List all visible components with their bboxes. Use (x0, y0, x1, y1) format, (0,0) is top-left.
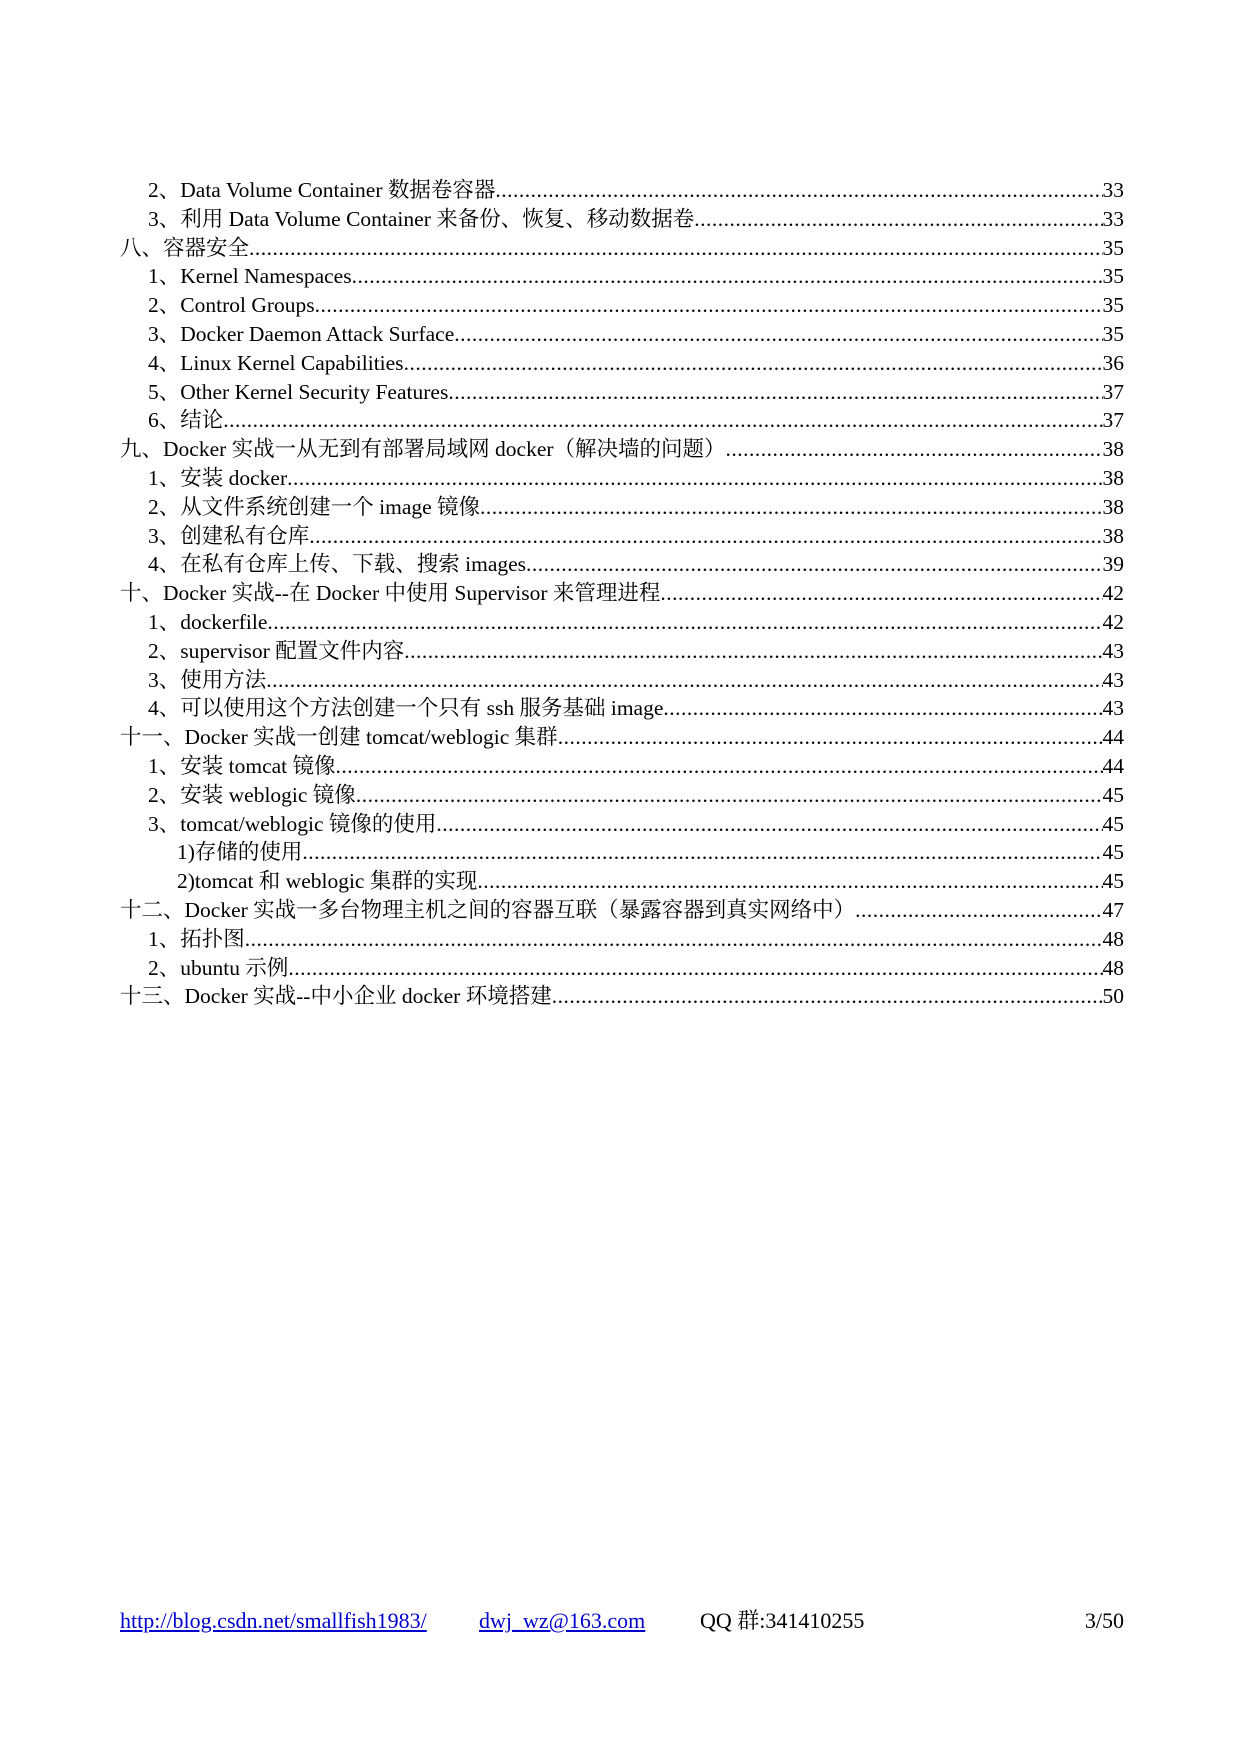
toc-entry-page: 39 (1102, 552, 1124, 577)
toc-entry-page: 35 (1102, 235, 1124, 260)
toc-entry[interactable] (120, 406, 1124, 435)
toc-entry[interactable] (120, 925, 1124, 954)
toc-entry-title: 4、在私有仓库上传、下载、搜索 images (148, 552, 527, 577)
toc-entry-page: 33 (1102, 206, 1124, 231)
toc-entry-page: 35 (1102, 264, 1124, 289)
toc-dot-leader (436, 810, 1102, 839)
toc-entry[interactable] (120, 234, 1124, 263)
toc-entry[interactable] (120, 378, 1124, 407)
toc-dot-leader (526, 550, 1102, 579)
toc-entry-title: 1、Kernel Namespaces (148, 264, 352, 289)
toc-dot-leader (558, 723, 1103, 752)
toc-dot-leader (352, 262, 1103, 291)
toc-entry-title: 3、利用 Data Volume Container 来备份、恢复、移动数据卷 (148, 206, 695, 231)
toc-entry-page: 50 (1102, 984, 1124, 1009)
toc-dot-leader (480, 493, 1102, 522)
toc-entry[interactable] (120, 550, 1124, 579)
toc-entry-page: 45 (1102, 840, 1124, 865)
toc-dot-leader (495, 176, 1102, 205)
toc-entry[interactable] (120, 694, 1124, 723)
toc-entry-title: 4、可以使用这个方法创建一个只有 ssh 服务基础 image (148, 696, 664, 721)
toc-entry-page: 38 (1102, 494, 1124, 519)
toc-entry[interactable] (120, 982, 1124, 1011)
toc-entry[interactable] (120, 320, 1124, 349)
blog-link[interactable]: http://blog.csdn.net/smallfish1983/ (120, 1608, 427, 1633)
toc-entry-title: 2、ubuntu 示例 (148, 955, 289, 980)
toc-entry[interactable] (120, 723, 1124, 752)
toc-entry[interactable] (120, 464, 1124, 493)
toc-entry-title: 1、dockerfile (148, 609, 268, 634)
toc-entry-title: 1、安装 docker (148, 465, 288, 490)
toc-dot-leader (267, 608, 1102, 637)
toc-entry-title: 十二、Docker 实战一多台物理主机之间的容器互联（暴露容器到真实网络中） (120, 897, 856, 922)
toc-entry-page: 35 (1102, 321, 1124, 346)
toc-entry[interactable] (120, 867, 1124, 896)
toc-dot-leader (726, 435, 1103, 464)
toc-entry-page: 35 (1102, 293, 1124, 318)
toc-entry[interactable] (120, 522, 1124, 551)
toc-entry[interactable] (120, 435, 1124, 464)
toc-dot-leader (266, 666, 1102, 695)
toc-entry[interactable] (120, 493, 1124, 522)
toc-entry[interactable] (120, 205, 1124, 234)
toc-dot-leader (663, 694, 1102, 723)
toc-dot-leader (454, 320, 1102, 349)
toc-entry-title: 九、Docker 实战一从无到有部署局域网 docker（解决墙的问题） (120, 437, 726, 462)
toc-entry-title: 2、从文件系统创建一个 image 镜像 (148, 494, 481, 519)
toc-entry[interactable] (120, 637, 1124, 666)
toc-entry-title: 2、Control Groups (148, 293, 315, 318)
toc-entry-page: 37 (1102, 379, 1124, 404)
toc-entry-title: 八、容器安全 (120, 235, 250, 260)
toc-dot-leader (223, 406, 1102, 435)
toc-dot-leader (404, 637, 1102, 666)
toc-entry-title: 十一、Docker 实战一创建 tomcat/weblogic 集群 (120, 725, 558, 750)
page-footer (120, 1605, 1124, 1637)
toc-entry[interactable] (120, 896, 1124, 925)
toc-entry-title: 1)存储的使用 (177, 840, 303, 865)
toc-dot-leader (315, 291, 1103, 320)
toc-entry[interactable] (120, 349, 1124, 378)
toc-dot-leader (660, 579, 1102, 608)
toc-entry-title: 十三、Docker 实战--中小企业 docker 环境搭建 (120, 984, 552, 1009)
toc-dot-leader (288, 954, 1102, 983)
toc-dot-leader (477, 867, 1102, 896)
toc-dot-leader (855, 896, 1102, 925)
toc-entry[interactable] (120, 579, 1124, 608)
toc-entry-page: 47 (1102, 897, 1124, 922)
toc-entry[interactable] (120, 666, 1124, 695)
toc-entry-title: 3、使用方法 (148, 667, 267, 692)
qq-group-text: QQ 群:341410255 (700, 1608, 865, 1633)
toc-dot-leader (694, 205, 1102, 234)
toc-entry-title: 3、Docker Daemon Attack Surface (148, 321, 455, 346)
toc-entry-title: 2、Data Volume Container 数据卷容器 (148, 178, 496, 202)
toc-entry-page: 43 (1102, 696, 1124, 721)
page-number: 3/50 (1084, 1608, 1124, 1633)
toc-entry-title: 3、tomcat/weblogic 镜像的使用 (148, 811, 437, 836)
toc-entry-page: 44 (1102, 725, 1124, 750)
toc-entry[interactable] (120, 954, 1124, 983)
table-of-contents (120, 176, 1124, 1011)
toc-entry-title: 十、Docker 实战--在 Docker 中使用 Supervisor 来管理进程 (120, 581, 661, 606)
toc-dot-leader (356, 781, 1103, 810)
toc-entry[interactable] (120, 262, 1124, 291)
toc-entry-page: 45 (1102, 811, 1124, 836)
toc-entry-page: 33 (1102, 178, 1124, 202)
toc-dot-leader (448, 378, 1102, 407)
toc-entry-page: 37 (1102, 408, 1124, 433)
toc-entry-page: 44 (1102, 753, 1124, 778)
toc-entry-title: 4、Linux Kernel Capabilities (148, 350, 404, 375)
toc-entry[interactable] (120, 291, 1124, 320)
toc-dot-leader (249, 234, 1102, 263)
toc-entry-page: 38 (1102, 523, 1124, 548)
toc-entry-page: 45 (1102, 782, 1124, 807)
toc-entry-title: 2)tomcat 和 weblogic 集群的实现 (177, 869, 478, 894)
toc-entry[interactable] (120, 838, 1124, 867)
toc-entry-page: 38 (1102, 465, 1124, 490)
toc-dot-leader (309, 522, 1102, 551)
toc-entry-title: 2、supervisor 配置文件内容 (148, 638, 405, 663)
toc-entry-title: 6、结论 (148, 408, 224, 433)
toc-entry-page: 43 (1102, 638, 1124, 663)
toc-entry[interactable] (120, 176, 1124, 205)
toc-entry-title: 1、拓扑图 (148, 926, 245, 951)
toc-entry-page: 48 (1102, 955, 1124, 980)
toc-entry-page: 42 (1102, 609, 1124, 634)
toc-entry-page: 43 (1102, 667, 1124, 692)
toc-entry-title: 1、安装 tomcat 镜像 (148, 753, 336, 778)
toc-dot-leader (287, 464, 1102, 493)
toc-entry-title: 3、创建私有仓库 (148, 523, 310, 548)
toc-entry-title: 2、安装 weblogic 镜像 (148, 782, 356, 807)
toc-entry[interactable] (120, 781, 1124, 810)
toc-dot-leader (404, 349, 1103, 378)
toc-entry[interactable] (120, 608, 1124, 637)
toc-entry[interactable] (120, 752, 1124, 781)
toc-dot-leader (245, 925, 1103, 954)
toc-entry-page: 45 (1102, 869, 1124, 894)
toc-entry-page: 42 (1102, 581, 1124, 606)
toc-dot-leader (552, 982, 1103, 1011)
toc-entry-page: 48 (1102, 926, 1124, 951)
email-link[interactable]: dwj_wz@163.com (479, 1608, 646, 1633)
toc-entry-page: 38 (1102, 437, 1124, 462)
toc-entry-page: 36 (1102, 350, 1124, 375)
toc-entry[interactable] (120, 810, 1124, 839)
toc-entry-title: 5、Other Kernel Security Features (148, 379, 449, 404)
toc-dot-leader (302, 838, 1102, 867)
toc-dot-leader (336, 752, 1103, 781)
